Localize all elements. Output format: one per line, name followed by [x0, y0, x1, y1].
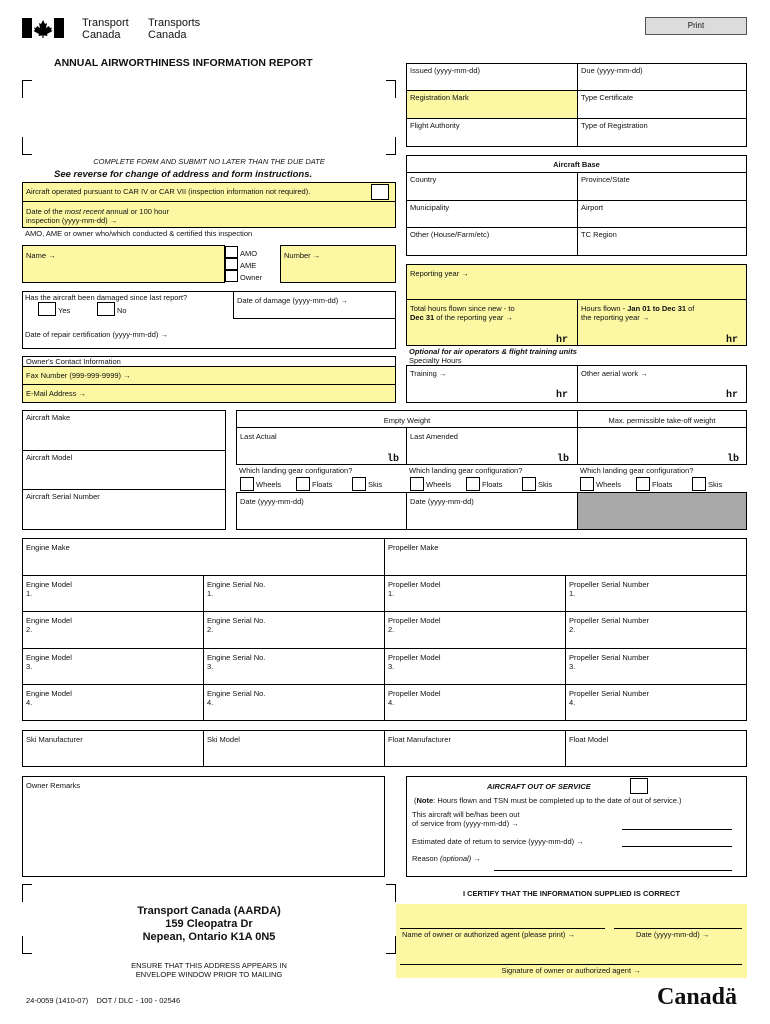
- last-actual-unit: lb: [387, 454, 400, 465]
- inspection-date-field[interactable]: [22, 201, 396, 228]
- registration-mark-field[interactable]: [406, 90, 578, 119]
- specialty-hours-label: Specialty Hours: [409, 356, 462, 365]
- aircraft-base-title: [406, 155, 747, 173]
- gear3-skis-label: Skis: [708, 480, 723, 489]
- address-line3: Nepean, Ontario K1A 0N5: [142, 931, 276, 943]
- actual-date-field[interactable]: [236, 492, 407, 530]
- other-aerial-label: Other aerial work →: [581, 369, 648, 378]
- airport-field[interactable]: [577, 200, 747, 228]
- ame-checkbox[interactable]: [225, 258, 238, 270]
- empty-weight-header: [236, 410, 578, 428]
- hours-flown-unit: hr: [726, 335, 739, 346]
- damage-no-label: No: [117, 306, 127, 315]
- owner-contact-label: Owner's Contact Information: [26, 357, 121, 366]
- form-title: ANNUAL AIRWORTHINESS INFORMATION REPORT: [54, 57, 313, 69]
- province-field[interactable]: [577, 172, 747, 201]
- issued-label: Issued (yyyy-mm-dd): [410, 66, 481, 75]
- training-hours-field[interactable]: [406, 365, 578, 403]
- other-aerial-unit: hr: [726, 390, 739, 401]
- landing-gear-label-2: Which landing gear configuration?: [409, 466, 523, 475]
- date-of-damage-label: Date of damage (yyyy-mm-dd) →: [237, 296, 348, 305]
- propeller-model-3-field[interactable]: [384, 648, 566, 685]
- airport-label: Airport: [581, 203, 604, 212]
- tc-en-line2: Canada: [82, 29, 121, 41]
- float-manufacturer-field[interactable]: [384, 730, 566, 767]
- owner-checkbox[interactable]: [225, 270, 238, 282]
- propeller-serial-2-label: Propeller Serial Number: [569, 616, 650, 625]
- engine-serial-4-num: 4.: [207, 698, 214, 707]
- canada-flag-logo: [22, 18, 64, 38]
- amended-date-field[interactable]: [406, 492, 578, 530]
- out-of-service-title: AIRCRAFT OUT OF SERVICE: [487, 782, 591, 791]
- total-hours-line2: Dec 31 of the reporting year →: [410, 313, 513, 322]
- out-of-service-note: (Note: Hours flown and TSN must be completed up to the date of out of service.): [414, 796, 682, 805]
- owner-remarks-label: Owner Remarks: [26, 781, 81, 790]
- type-of-registration-field[interactable]: [577, 118, 747, 147]
- inspector-name-field[interactable]: [22, 245, 225, 283]
- last-actual-label: Last Actual: [240, 432, 277, 441]
- propeller-model-3-num: 3.: [388, 662, 395, 671]
- gear2-wheels-checkbox[interactable]: [410, 477, 424, 491]
- out-of-service-checkbox[interactable]: [630, 778, 648, 794]
- aircraft-model-label: Aircraft Model: [26, 453, 73, 462]
- owner-remarks-field[interactable]: [22, 776, 385, 877]
- actual-date-label: Date (yyyy-mm-dd): [240, 497, 304, 506]
- country-label: Country: [410, 175, 437, 184]
- propeller-serial-4-label: Propeller Serial Number: [569, 689, 650, 698]
- hours-flown-line2: the reporting year →: [581, 313, 650, 322]
- amo-label: AMO: [240, 249, 258, 258]
- empty-weight-label: Empty Weight: [383, 416, 431, 425]
- form-number: 24-0059 (1410-07) DOT / DLC - 100 - 02546: [26, 996, 181, 1005]
- engine-serial-2-label: Engine Serial No.: [207, 616, 266, 625]
- engine-serial-2-field[interactable]: [203, 611, 385, 649]
- gear2-wheels-label: Wheels: [426, 480, 452, 489]
- propeller-model-2-field[interactable]: [384, 611, 566, 649]
- gear3-wheels-label: Wheels: [596, 480, 622, 489]
- engine-model-2-field[interactable]: [22, 611, 204, 649]
- amo-number-field[interactable]: [280, 245, 396, 283]
- float-model-field[interactable]: [565, 730, 747, 767]
- engine-model-3-label: Engine Model: [26, 653, 72, 662]
- training-label: Training →: [410, 369, 447, 378]
- canada-wordmark: Canadä: [657, 984, 738, 1010]
- municipality-label: Municipality: [410, 203, 450, 212]
- print-button[interactable]: Print: [645, 17, 747, 35]
- inspection-date-line2: inspection (yyyy-mm-dd) →: [26, 216, 118, 225]
- propeller-serial-2-field[interactable]: [565, 611, 747, 649]
- engine-model-4-num: 4.: [26, 698, 33, 707]
- inspection-date-line1: Date of the most recent annual or 100 hour: [26, 207, 170, 216]
- due-label: Due (yyyy-mm-dd): [581, 66, 643, 75]
- propeller-model-2-num: 2.: [388, 625, 395, 634]
- ski-model-field[interactable]: [203, 730, 385, 767]
- propeller-model-4-num: 4.: [388, 698, 395, 707]
- reporting-year-field[interactable]: [406, 264, 747, 300]
- damage-yes-label: Yes: [58, 306, 71, 315]
- gear2-skis-label: Skis: [538, 480, 553, 489]
- return-date-line[interactable]: [622, 846, 732, 847]
- flight-authority-label: Flight Authority: [410, 121, 460, 130]
- tc-region-label: TC Region: [581, 230, 617, 239]
- ski-model-label: Ski Model: [207, 735, 240, 744]
- date-of-damage-field[interactable]: [233, 291, 396, 319]
- propeller-model-1-field[interactable]: [384, 575, 566, 612]
- float-model-label: Float Model: [569, 735, 609, 744]
- address-line2: 159 Cleopatra Dr: [165, 918, 253, 930]
- propeller-model-1-label: Propeller Model: [388, 580, 441, 589]
- type-of-registration-label: Type of Registration: [581, 121, 648, 130]
- max-weight-label: Max. permissible take-off weight: [608, 416, 716, 425]
- owner-label: Owner: [240, 273, 263, 282]
- country-field[interactable]: [406, 172, 578, 201]
- engine-serial-4-field[interactable]: [203, 684, 385, 721]
- propeller-model-4-field[interactable]: [384, 684, 566, 721]
- hours-flown-field[interactable]: [577, 299, 747, 346]
- car-operated-row: [22, 182, 396, 202]
- transports-canada-fr: [148, 17, 200, 41]
- last-amended-label: Last Amended: [410, 432, 458, 441]
- engine-model-4-field[interactable]: [22, 684, 204, 721]
- engine-make-field[interactable]: [22, 538, 385, 576]
- gear3-skis-checkbox[interactable]: [692, 477, 706, 491]
- reporting-year-label: Reporting year →: [410, 269, 469, 278]
- gear1-wheels-label: Wheels: [256, 480, 282, 489]
- aircraft-make-label: Aircraft Make: [26, 413, 71, 422]
- gear2-floats-label: Floats: [482, 480, 503, 489]
- issued-field[interactable]: [406, 63, 578, 91]
- propeller-serial-4-field[interactable]: [565, 684, 747, 721]
- signature-label: Signature of owner or authorized agent →: [501, 966, 641, 975]
- propeller-serial-3-num: 3.: [569, 662, 576, 671]
- out-of-service-from-line[interactable]: [622, 829, 732, 830]
- owner-name-line[interactable]: [400, 928, 605, 929]
- aircraft-serial-field[interactable]: [22, 489, 226, 530]
- email-field[interactable]: [22, 384, 396, 403]
- car-operated-checkbox[interactable]: [371, 184, 389, 200]
- other-location-label: Other (House/Farm/etc): [410, 230, 490, 239]
- province-label: Province/State: [581, 175, 630, 184]
- engine-serial-1-label: Engine Serial No.: [207, 580, 266, 589]
- landing-gear-label-1: Which landing gear configuration?: [239, 466, 353, 475]
- engine-model-2-num: 2.: [26, 625, 33, 634]
- email-label: E-Mail Address →: [26, 389, 87, 398]
- gear1-skis-checkbox[interactable]: [352, 477, 366, 491]
- propeller-serial-3-field[interactable]: [565, 648, 747, 685]
- gear2-floats-checkbox[interactable]: [466, 477, 480, 491]
- propeller-serial-1-num: 1.: [569, 589, 576, 598]
- propeller-make-field[interactable]: [384, 538, 747, 576]
- transport-canada-en: [82, 17, 129, 41]
- last-amended-unit: lb: [557, 454, 570, 465]
- gear3-floats-checkbox[interactable]: [636, 477, 650, 491]
- certify-date-label: Date (yyyy-mm-dd) →: [636, 930, 710, 939]
- total-hours-line1: Total hours flown since new - to: [410, 304, 515, 313]
- propeller-make-label: Propeller Make: [388, 543, 439, 552]
- mailing-address: [22, 905, 396, 944]
- engine-serial-2-num: 2.: [207, 625, 214, 634]
- gear3-wheels-checkbox[interactable]: [580, 477, 594, 491]
- total-hours-unit: hr: [556, 335, 569, 346]
- last-amended-field[interactable]: [406, 427, 578, 465]
- return-date-label: Estimated date of return to service (yyyy-mm-dd) →: [412, 837, 584, 846]
- registration-mark-label: Registration Mark: [410, 93, 469, 102]
- damage-yes-checkbox[interactable]: [38, 302, 56, 316]
- gear2-skis-checkbox[interactable]: [522, 477, 536, 491]
- float-manufacturer-label: Float Manufacturer: [388, 735, 451, 744]
- propeller-serial-3-label: Propeller Serial Number: [569, 653, 650, 662]
- engine-model-1-field[interactable]: [22, 575, 204, 612]
- propeller-serial-4-num: 4.: [569, 698, 576, 707]
- propeller-serial-2-num: 2.: [569, 625, 576, 634]
- gear1-wheels-checkbox[interactable]: [240, 477, 254, 491]
- propeller-model-4-label: Propeller Model: [388, 689, 441, 698]
- last-actual-field[interactable]: [236, 427, 407, 465]
- reason-line[interactable]: [494, 870, 732, 871]
- engine-serial-4-label: Engine Serial No.: [207, 689, 266, 698]
- ski-manufacturer-label: Ski Manufacturer: [26, 735, 83, 744]
- aircraft-model-field[interactable]: [22, 450, 226, 490]
- propeller-serial-1-field[interactable]: [565, 575, 747, 612]
- propeller-model-2-label: Propeller Model: [388, 616, 441, 625]
- complete-note: COMPLETE FORM AND SUBMIT NO LATER THAN THE DUE DATE: [93, 157, 325, 166]
- type-certificate-label: Type Certificate: [581, 93, 634, 102]
- aircraft-serial-label: Aircraft Serial Number: [26, 492, 100, 501]
- due-field[interactable]: [577, 63, 747, 91]
- optional-note: Optional for air operators & flight training units: [409, 347, 577, 356]
- fax-label: Fax Number (999-999-9999) →: [26, 371, 131, 380]
- training-hours-unit: hr: [556, 390, 569, 401]
- propeller-serial-1-label: Propeller Serial Number: [569, 580, 650, 589]
- municipality-field[interactable]: [406, 200, 578, 228]
- aircraft-make-field[interactable]: [22, 410, 226, 451]
- landing-gear-label-3: Which landing gear configuration?: [580, 466, 694, 475]
- certify-title: I CERTIFY THAT THE INFORMATION SUPPLIED IS CORRECT: [462, 889, 681, 898]
- engine-model-3-field[interactable]: [22, 648, 204, 685]
- gear1-floats-checkbox[interactable]: [296, 477, 310, 491]
- max-weight-header: [577, 410, 747, 428]
- propeller-model-1-num: 1.: [388, 589, 395, 598]
- number-label: Number →: [284, 251, 321, 260]
- engine-model-3-num: 3.: [26, 662, 33, 671]
- amended-date-label: Date (yyyy-mm-dd): [410, 497, 474, 506]
- address-window-frame: [22, 80, 396, 155]
- engine-model-1-label: Engine Model: [26, 580, 72, 589]
- type-certificate-field[interactable]: [577, 90, 747, 119]
- hours-flown-line1: Hours flown - Jan 01 to Dec 31 of: [581, 304, 695, 313]
- repair-date-label[interactable]: Date of repair certification (yyyy-mm-dd) →: [25, 330, 168, 339]
- ski-manufacturer-field[interactable]: [22, 730, 204, 767]
- flight-authority-field[interactable]: [406, 118, 578, 147]
- damage-question: Has the aircraft been damaged since last report?: [25, 293, 188, 302]
- max-weight-field[interactable]: [577, 427, 747, 465]
- amo-checkbox[interactable]: [225, 246, 238, 258]
- other-aerial-field[interactable]: [577, 365, 747, 403]
- max-weight-unit: lb: [727, 454, 740, 465]
- tc-fr-line1: Transports: [148, 17, 201, 29]
- fax-number-field[interactable]: [22, 366, 396, 385]
- engine-model-2-label: Engine Model: [26, 616, 72, 625]
- engine-model-1-num: 1.: [26, 589, 33, 598]
- address-line1: Transport Canada (AARDA): [137, 905, 281, 917]
- signature-line[interactable]: [400, 964, 742, 965]
- gear1-floats-label: Floats: [312, 480, 333, 489]
- engine-serial-1-field[interactable]: [203, 575, 385, 612]
- car-operated-label: Aircraft operated pursuant to CAR IV or CAR VII (inspection information not required).: [26, 187, 311, 196]
- out-of-service-from-label: This aircraft will be/has been out of service from (yyyy-mm-dd) →: [412, 810, 520, 828]
- owner-name-label: Name of owner or authorized agent (please print) →: [402, 930, 576, 939]
- ame-label: AME: [240, 261, 257, 270]
- engine-make-label: Engine Make: [26, 543, 70, 552]
- engine-model-4-label: Engine Model: [26, 689, 72, 698]
- engine-serial-3-label: Engine Serial No.: [207, 653, 266, 662]
- engine-serial-3-field[interactable]: [203, 648, 385, 685]
- tc-region-field[interactable]: [577, 227, 747, 256]
- engine-serial-1-num: 1.: [207, 589, 214, 598]
- propeller-model-3-label: Propeller Model: [388, 653, 441, 662]
- damage-no-checkbox[interactable]: [97, 302, 115, 316]
- certify-date-line[interactable]: [614, 928, 742, 929]
- see-reverse-note: See reverse for change of address and form instructions.: [54, 169, 313, 180]
- engine-serial-3-num: 3.: [207, 662, 214, 671]
- aircraft-base-label: Aircraft Base: [553, 160, 600, 169]
- ensure-address-note: ENSURE THAT THIS ADDRESS APPEARS IN ENVELOPE WINDOW PRIOR TO MAILING: [131, 961, 287, 979]
- name-label: Name →: [26, 251, 56, 260]
- tc-fr-line2: Canada: [148, 29, 187, 41]
- reason-label: Reason (optional) →: [412, 854, 481, 863]
- amo-ame-label: AMO, AME or owner who/which conducted & certified this inspection: [25, 229, 253, 238]
- gear1-skis-label: Skis: [368, 480, 383, 489]
- total-hours-field[interactable]: [406, 299, 578, 346]
- other-location-field[interactable]: [406, 227, 578, 256]
- tc-en-line1: Transport: [82, 17, 129, 29]
- max-weight-date-shaded: [577, 492, 747, 530]
- gear3-floats-label: Floats: [652, 480, 673, 489]
